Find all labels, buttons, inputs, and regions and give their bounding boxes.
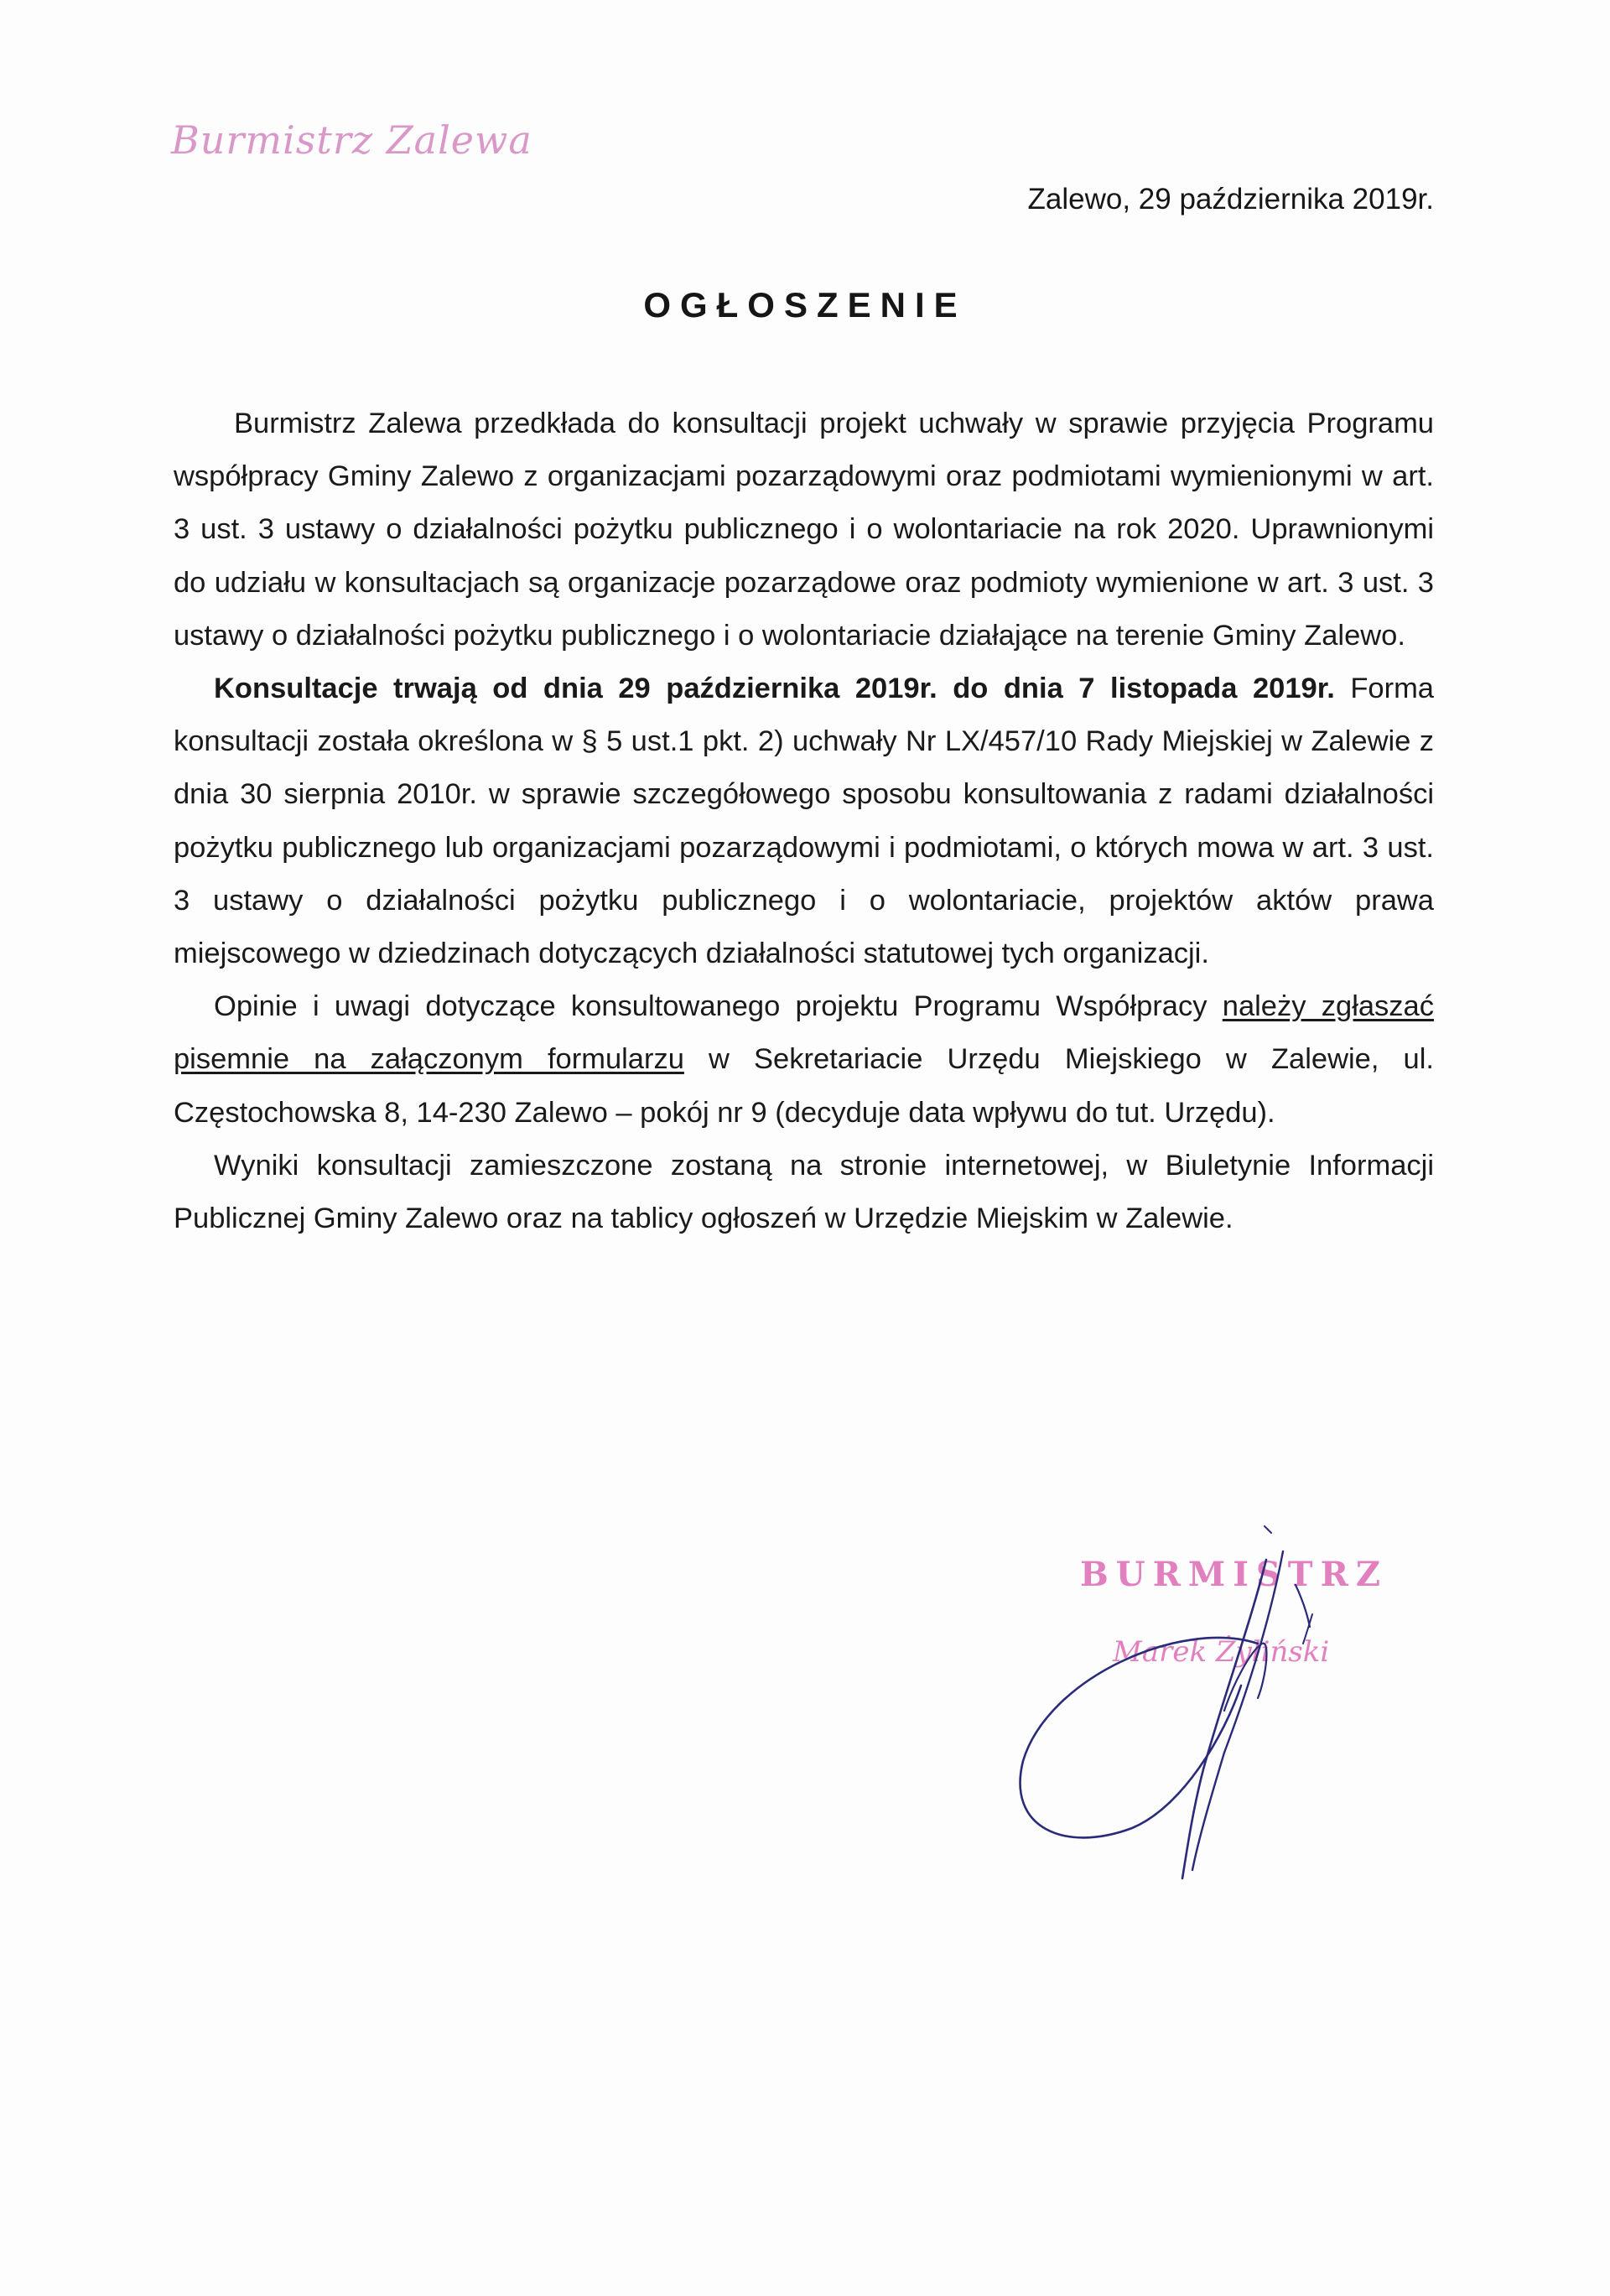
paragraph-3-end: w Sekretariacie Urzędu Miejskiego w Zalewie, ul. Częstochowska 8, 14-230 Zalewo – pokój nr 9 (decyduje data wpływu do tut. Urzędu). [174, 1043, 1434, 1129]
paragraph-2-text: Forma konsultacji została określona w § 5 ust.1 pkt. 2) uchwały Nr LX/457/10 Rady Miejskiej w Zalewie z dnia 30 sierpnia 2010r. w sprawie szczegółowego sposobu konsultowania z radami działalności pożytku publicznego lub organizacjami pozarządowymi i podmiotami, o których mowa w art. 3 ust. 3 ustawy o działalności pożytku publicznego i o wolontariacie, projektów aktów prawa miejscowego w dziedzinach dotyczących działalności statutowej tych organizacji. [174, 673, 1434, 970]
seal-name: Marek Żyliński [1113, 1635, 1330, 1669]
signature-tick [1265, 1526, 1271, 1533]
signature-stroke-2 [1192, 1551, 1283, 1870]
header-stamp: Burmistrz Zalewa [171, 117, 532, 163]
paragraph-4: Wyniki konsultacji zamieszczone zostaną na stronie internetowej, w Biuletynie Informacji Publicznej Gminy Zalewo oraz na tablicy ogłoszeń w Urzędzie Miejskim w Zalewie. [174, 1149, 1434, 1235]
document-title: OGŁOSZENIE [643, 285, 967, 325]
paragraph-3-start: Opinie i uwagi dotyczące konsultowanego projektu Programu Współpracy [214, 990, 1223, 1023]
signature-stroke-4 [1296, 1585, 1310, 1627]
signature-block [973, 1518, 1442, 1904]
document-body [174, 397, 1434, 1245]
submission-instruction: należy zgłaszać pisemnie na załączonym formularzu [174, 990, 1434, 1076]
document-date: Zalewo, 29 października 2019r. [1027, 183, 1434, 216]
signature-stroke-1 [1182, 1560, 1266, 1878]
signature-loop [1021, 1638, 1258, 1837]
consultation-period: Konsultacje trwają od dnia 29 października 2019r. do dnia 7 listopada 2019r. [214, 673, 1335, 705]
paragraph-1: Burmistrz Zalewa przedkłada do konsultacji projekt uchwały w sprawie przyjęcia Programu współpracy Gminy Zalewo z organizacjami pozarządowymi oraz podmiotami wymienionymi w art. 3 ust. 3 ustawy o działalności pożytku publicznego i o wolontariacie na rok 2020. Uprawnionymi do udziału w konsultacjach są organizacje pozarządowe oraz podmioty wymienione w art. 3 ust. 3 ustawy o działalności pożytku publicznego i o wolontariacie działające na terenie Gminy Zalewo. [174, 408, 1434, 652]
paragraph-2 [174, 662, 1434, 980]
paragraph-3 [174, 980, 1434, 1140]
handwritten-signature [973, 1518, 1442, 1904]
seal-title: BURMISTRZ [1080, 1555, 1389, 1594]
